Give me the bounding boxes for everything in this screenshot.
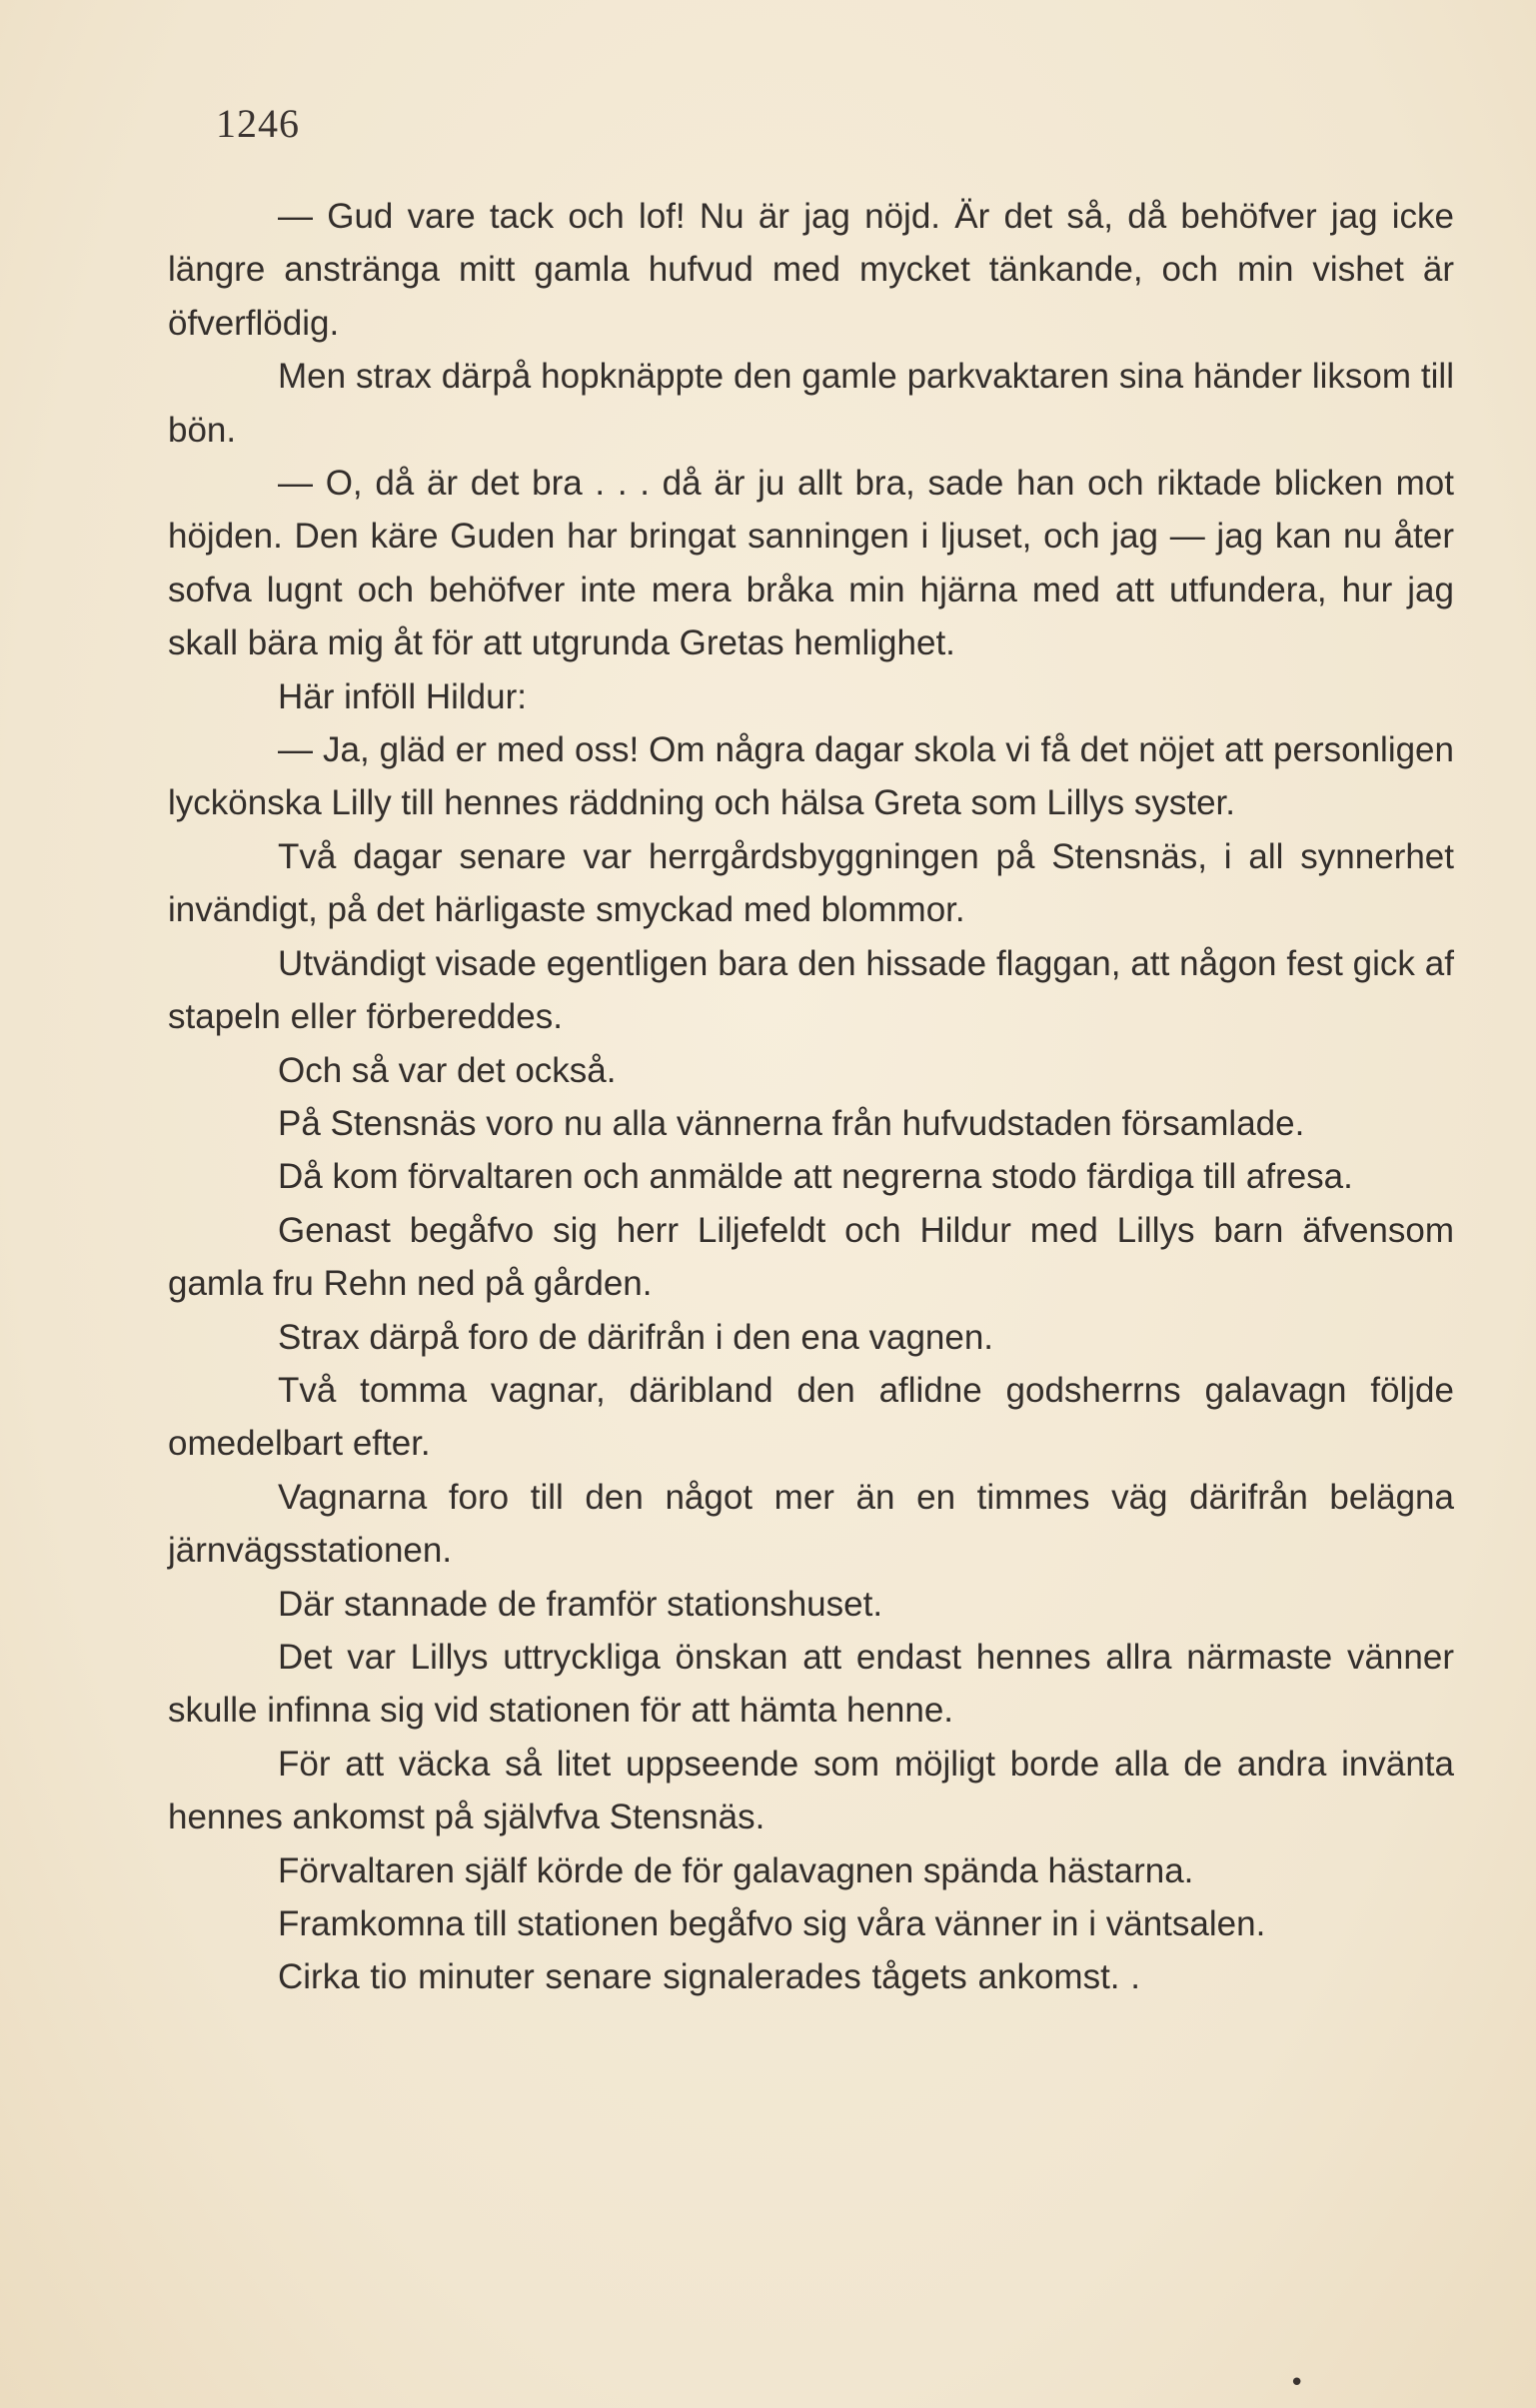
paragraph: Vagnarna foro till den något mer än en timmes väg därifrån belägna järnvägsstationen.	[168, 1477, 1454, 1571]
paragraph: — Gud vare tack och lof! Nu är jag nöjd. Är det så, då behöfver jag icke längre anstränga mitt gamla hufvud med mycket tänkande, och min vishet är öfverflödig.	[168, 197, 1454, 343]
paragraph: Det var Lillys uttryckliga önskan att endast hennes allra närmaste vänner skulle infinna sig vid stationen för att hämta henne.	[168, 1637, 1454, 1731]
paragraph: Och så var det också.	[278, 1050, 617, 1090]
paragraph: Cirka tio minuter senare signalerades tågets ankomst. .	[278, 1957, 1140, 1997]
paragraph: — O, då är det bra . . . då är ju allt bra, sade han och riktade blicken mot höjden. Den käre Guden har bringat sanningen i ljuset, och jag — jag kan nu åter sofva lugnt och behöfver inte mera bråka min hjärna med att utfundera, hur jag skall bära mig åt för att utgrunda Gretas hemlighet.	[168, 464, 1454, 663]
body-text	[168, 190, 1454, 2004]
paragraph: Genast begåfvo sig herr Liljefeldt och Hildur med Lillys barn äfvensom gamla fru Rehn ned på gården.	[168, 1210, 1454, 1304]
paragraph: På Stensnäs voro nu alla vännerna från hufvudstaden församlade.	[278, 1103, 1305, 1143]
paragraph: Framkomna till stationen begåfvo sig våra vänner in i väntsalen.	[278, 1904, 1266, 1943]
paragraph: Där stannade de framför stationshuset.	[278, 1584, 883, 1624]
paragraph: Utvändigt visade egentligen bara den hissade flaggan, att någon fest gick af stapeln eller förbereddes.	[168, 943, 1454, 1037]
paragraph: — Ja, gläd er med oss! Om några dagar skola vi få det nöjet att personligen lyckönska Lilly till hennes räddning och hälsa Greta som Lillys syster.	[168, 730, 1454, 823]
paragraph: Men strax därpå hopknäppte den gamle parkvaktaren sina händer liksom till bön.	[168, 357, 1454, 450]
paragraph: Då kom förvaltaren och anmälde att negrerna stodo färdiga till afresa.	[278, 1157, 1353, 1197]
paragraph: Här inföll Hildur:	[278, 676, 527, 716]
ornament-dot: •	[1289, 2368, 1305, 2398]
paragraph: Förvaltaren själf körde de för galavagnen spända hästarna.	[278, 1850, 1194, 1890]
paragraph: Två tomma vagnar, däribland den aflidne godsherrns galavagn följde omedelbart efter.	[168, 1370, 1454, 1464]
paragraph: Två dagar senare var herrgårdsbyggningen på Stensnäs, i all synnerhet invändigt, på det härligaste smyckad med blommor.	[168, 836, 1454, 930]
paragraph: För att väcka så litet uppseende som möjligt borde alla de andra invänta hennes ankomst på självfva Stensnäs.	[168, 1744, 1454, 1837]
page-number: 1246	[216, 101, 300, 146]
paragraph: Strax därpå foro de därifrån i den ena vagnen.	[278, 1317, 994, 1357]
